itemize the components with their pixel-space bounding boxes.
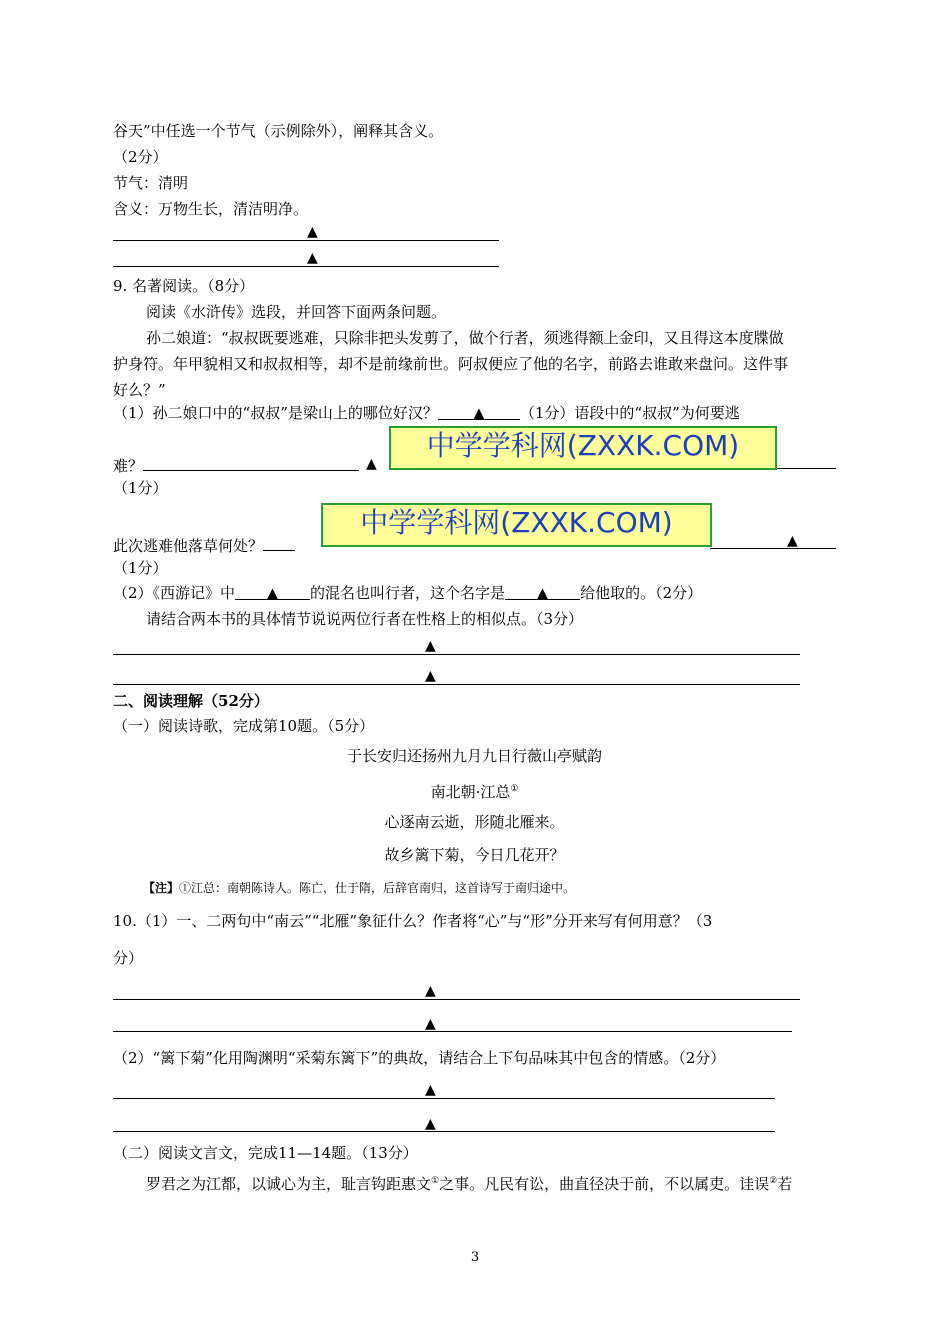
section-heading: 二、阅读理解（52分） — [113, 692, 269, 710]
question-text: （1分）语段中的“叔叔”为何要逃 — [519, 404, 740, 422]
classical-text-line — [146, 1171, 792, 1194]
answer-line[interactable] — [113, 1098, 775, 1099]
answer-line[interactable] — [113, 654, 800, 655]
question-text: （2）《西游记》中 — [113, 584, 236, 602]
note-text: ①江总：南朝陈诗人。陈亡，仕于隋，后辞官南归，这首诗写于南归途中。 — [179, 881, 576, 895]
answer-marker: ▲ — [266, 584, 279, 602]
answer-line[interactable] — [113, 266, 499, 267]
poem-line: 心逐南云逝，形随北雁来。 — [384, 813, 565, 831]
question-8-continued: 谷天”中任选一个节气（示例除外），阐释其含义。 — [113, 122, 444, 140]
page-number: 3 — [470, 1250, 480, 1265]
answer-marker: ▲ — [425, 668, 436, 684]
subsection-heading: （二）阅读文言文，完成11—14题。（13分） — [113, 1144, 418, 1162]
text-fragment: 之事。凡民有讼，曲直径决于前，不以属吏。诖误 — [439, 1175, 770, 1193]
question-9-title: 9. 名著阅读。（8分） — [113, 277, 255, 295]
answer-line[interactable] — [113, 684, 800, 685]
question-text: 此次逃难他落草何处？ — [113, 537, 264, 555]
answer-marker: ▲ — [307, 250, 318, 266]
watermark-logo: 中学学科网(ZXXK.COM) — [389, 426, 777, 470]
answer-marker: ▲ — [425, 638, 436, 654]
answer-marker: ▲ — [307, 224, 318, 240]
note-tag: 【注】 — [143, 881, 180, 895]
answer-blank[interactable] — [235, 583, 310, 600]
question-text: 的混名也叫行者，这个名字是 — [310, 584, 506, 602]
question-10-2: （2）“篱下菊”化用陶渊明“采菊东篱下”的典故，请结合上下句品味其中包含的情感。（2分） — [113, 1049, 726, 1067]
answer-line[interactable] — [113, 999, 800, 1000]
answer-marker: ▲ — [366, 456, 377, 472]
footnote-marker: ① — [510, 784, 519, 794]
question-9-2-prompt: 请结合两本书的具体情节说说两位行者在性格上的相似点。（3分） — [146, 610, 584, 628]
answer-marker: ▲ — [787, 533, 798, 549]
passage-line: 好么？” — [113, 381, 166, 399]
answer-meaning: 含义：万物生长，清洁明净。 — [113, 200, 309, 218]
poem-title: 于长安归还扬州九月九日行薇山亭赋韵 — [346, 747, 602, 765]
text-fragment: 若 — [777, 1175, 793, 1193]
answer-marker: ▲ — [425, 1116, 436, 1132]
watermark-logo: 中学学科网(ZXXK.COM) — [321, 503, 712, 547]
answer-line-continued[interactable] — [776, 468, 836, 469]
footnote-marker: ① — [431, 1176, 440, 1186]
question-8-points: （2分） — [113, 148, 168, 166]
answer-blank[interactable] — [438, 403, 520, 420]
question-9-2 — [113, 583, 702, 603]
question-text: （1）孙二娘口中的“叔叔”是梁山上的哪位好汉？ — [113, 404, 438, 422]
question-points: （1分） — [113, 559, 168, 577]
author-name: 南北朝·江总 — [430, 783, 511, 801]
text-fragment: 罗君之为江都，以诚心为主，耻言钩距惠文 — [146, 1175, 432, 1193]
passage-line: 孙二娘道：“叔叔既要逃难，只除非把头发剪了，做个行者，须逃得额上金印，又且得这本度牒做 — [146, 329, 784, 347]
question-points: （1分） — [113, 479, 168, 497]
answer-line-continued[interactable] — [710, 548, 836, 549]
footnote-marker: ② — [769, 1176, 778, 1186]
subsection-heading: （一）阅读诗歌，完成第10题。（5分） — [113, 717, 375, 735]
answer-blank[interactable] — [143, 454, 359, 471]
poem-note — [143, 878, 575, 898]
question-9-intro: 阅读《水浒传》选段，并回答下面两条问题。 — [146, 303, 447, 321]
answer-marker: ▲ — [473, 404, 485, 422]
question-9-1-refuge — [113, 534, 295, 556]
question-text: 给他取的。（2分） — [580, 584, 703, 602]
question-10-1: 10.（1）一、二两句中“南云”“北雁”象征什么？作者将“心”与“形”分开来写有何用意？（3 — [113, 912, 713, 930]
question-10-1-points: 分） — [113, 949, 144, 967]
answer-marker: ▲ — [425, 1016, 436, 1032]
answer-line[interactable] — [113, 1131, 775, 1132]
answer-marker: ▲ — [536, 584, 549, 602]
answer-blank[interactable] — [505, 583, 580, 600]
passage-line: 护身符。年甲貌相又和叔叔相等，却不是前缘前世。阿叔便应了他的名字，前路去谁敢来盘问。这件事 — [113, 355, 789, 373]
question-text: 难？ — [113, 457, 144, 475]
question-9-1 — [113, 403, 740, 423]
question-9-1-reason — [113, 454, 359, 476]
answer-marker: ▲ — [425, 1082, 436, 1098]
answer-marker: ▲ — [425, 983, 436, 999]
answer-blank[interactable] — [263, 534, 295, 551]
answer-line[interactable] — [113, 1031, 792, 1032]
answer-solar-term: 节气：清明 — [113, 174, 189, 192]
poem-line: 故乡篱下菊，今日几花开？ — [384, 846, 565, 864]
answer-line[interactable] — [113, 240, 499, 241]
poem-author — [113, 779, 836, 802]
